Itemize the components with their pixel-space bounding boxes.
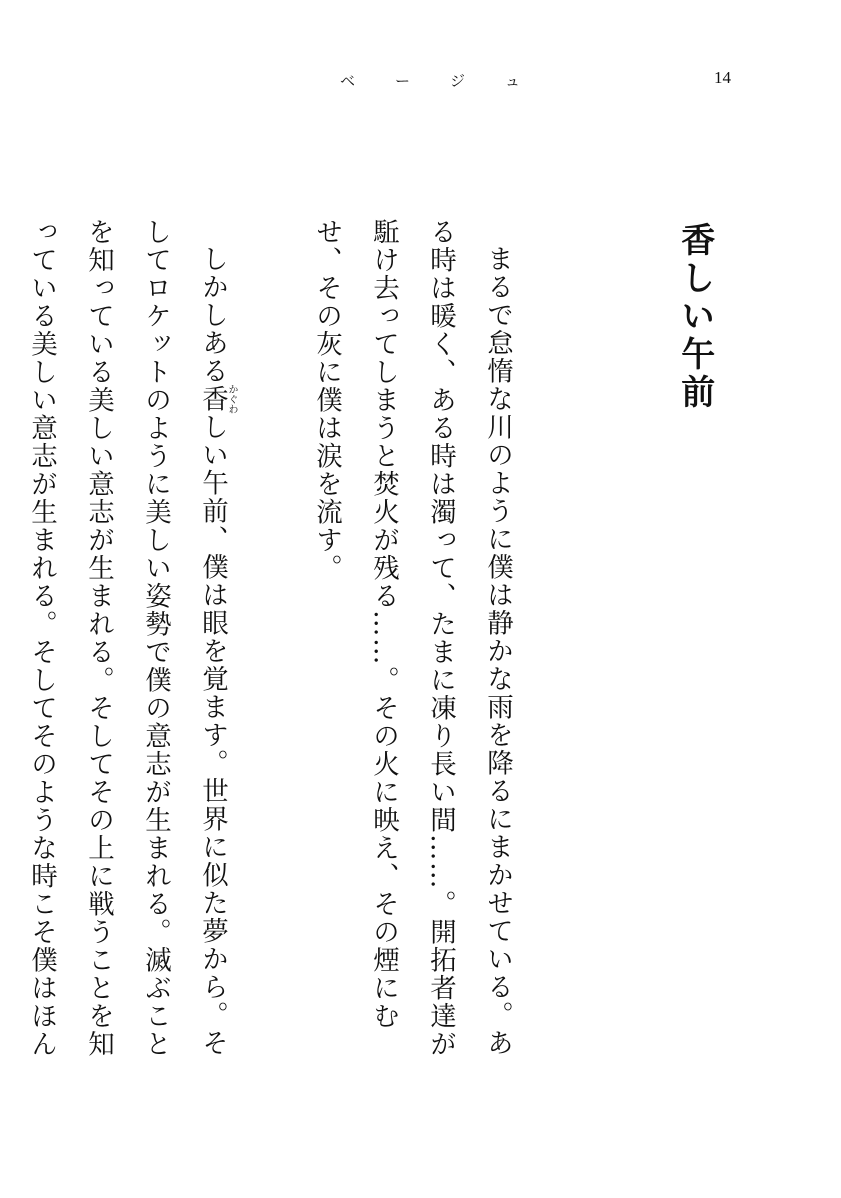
- ruby-base: 香: [197, 383, 228, 414]
- running-title-char: ベ: [340, 72, 356, 90]
- ruby-reading: かぐわ: [226, 383, 237, 414]
- body-text: [0, 218, 526, 1058]
- paragraph: [0, 218, 241, 1058]
- chapter-title: 香しい午前: [674, 222, 715, 412]
- running-title-char: ジ: [449, 72, 465, 90]
- paragraph-text: しい午前、僕は眼を覚ます。世界に似た夢から。そしてロケットのように美しい姿勢で僕の意志が生まれる。滅ぶことを知っている美しい意志が生まれる。そしてその上に戦うことを知っている美しい意志が生まれる。そしてそのような時こそ僕はほん: [26, 218, 228, 1058]
- running-header: [340, 70, 520, 91]
- running-title-char: ュ: [504, 72, 520, 90]
- paragraph-text: しかしある: [197, 244, 228, 385]
- paragraph-text: まるで怠惰な川のように僕は静かな雨を降るにまかせている。ある時は暖く、ある時は濁って、たまに凍り長い間……。開拓者達が駈け去ってしまうと焚火が残る……。その火に映え、その煙にむせ、その灰に僕は涙を流す。: [311, 218, 513, 1058]
- running-title-char: ー: [394, 72, 410, 90]
- ruby-annotation: [197, 383, 237, 414]
- paragraph: [298, 218, 526, 1058]
- page-number: 14: [714, 68, 731, 87]
